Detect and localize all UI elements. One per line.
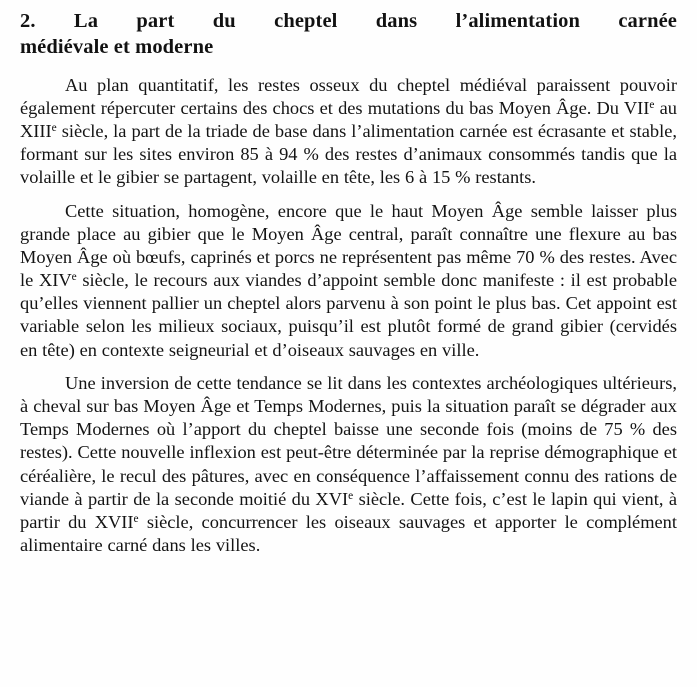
paragraph-3: Une inversion de cette tendance se lit dans les contextes archéologiques ultérieurs, à cheval sur bas Moyen Âge et Temps Modernes, puis la situation paraît se dégrader aux Temps Modernes où l’apport du cheptel baisse une seconde fois (moins de 75 % des restes). Cette nouvelle inflexion est peut-être déterminée par la reprise démographique et céréalière, le recul des pâtures, avec en conséquence l’affaissement connu des rations de viande à partir de la seconde moitié du XVIe siècle. Cette fois, c’est le lapin qui vient, à partir du XVIIe siècle, concurrencer les oiseaux sauvages et apporter le complément alimentaire carné dans les villes. xyxy=(20,373,677,555)
text-column xyxy=(20,8,677,557)
section-heading-line-2: médiévale et moderne xyxy=(20,36,214,58)
paragraph-1: Au plan quantitatif, les restes osseux du cheptel médiéval paraissent pouvoir également répercuter certains des chocs et des mutations du bas Moyen Âge. Du VIIe au XIIIe siècle, la part de la triade de base dans l’alimentation carnée est écrasante et stable, formant sur les sites environ 85 à 94 % des restes d’animaux consommés tandis que la volaille et le gibier se partagent, volaille en tête, les 6 à 15 % restants. xyxy=(20,75,678,188)
section-heading xyxy=(20,8,677,60)
paragraph-2: Cette situation, homogène, encore que le haut Moyen Âge semble laisser plus grande place au gibier que le Moyen Âge central, paraît connaître une flexure au bas Moyen Âge où bœufs, caprinés et porcs ne représentent pas même 70 % des restes. Avec le XIVe siècle, le recours aux viandes d’appoint semble donc manifeste : il est probable qu’elles viennent pallier un cheptel alors parvenu à son point le plus bas. Cet appoint est variable selon les milieux sociaux, puisqu’il est plutôt formé de grand gibier (cervidés en tête) en contexte seigneurial et d’oiseaux sauvages en ville. xyxy=(20,200,677,360)
section-heading-line-1: 2. La part du cheptel dans l’alimentation carnée xyxy=(20,10,677,32)
